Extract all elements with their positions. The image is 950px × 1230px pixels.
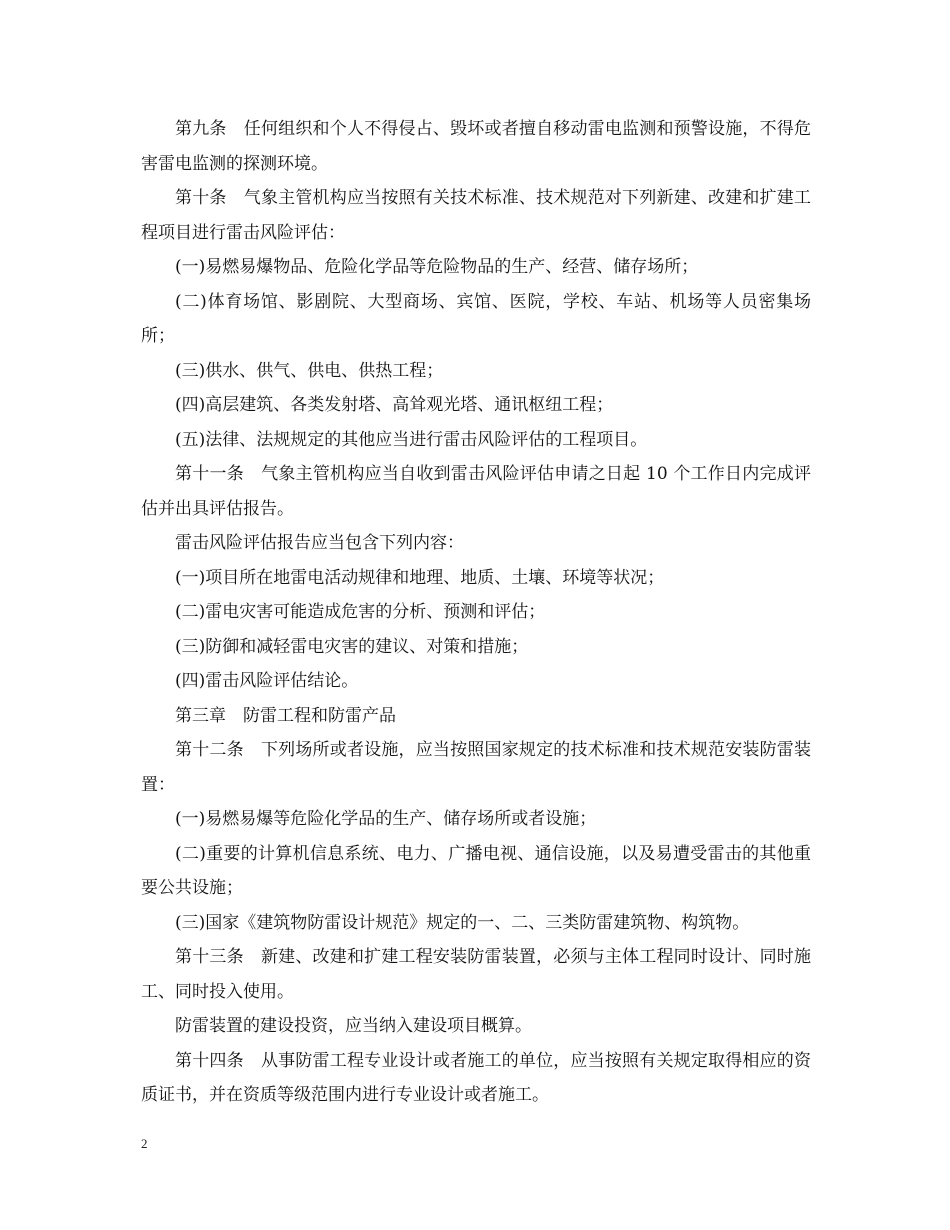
list-item: (一)项目所在地雷电活动规律和地理、地质、土壤、环境等状况； bbox=[175, 567, 665, 588]
paragraph-article-12: 第十二条 下列场所或者设施，应当按照国家规定的技术标准和技术规范安装防雷装置： bbox=[141, 740, 811, 795]
list-item: (二)重要的计算机信息系统、电力、广播电视、通信设施，以及易遭受雷击的其他重要公共设施； bbox=[141, 843, 811, 898]
list-item: (五)法律、法规规定的其他应当进行雷击风险评估的工程项目。 bbox=[175, 429, 648, 450]
list-item: (三)供水、供气、供电、供热工程； bbox=[175, 360, 444, 381]
list-item: (二)雷电灾害可能造成危害的分析、预测和评估； bbox=[175, 602, 546, 622]
list-item: (四)雷击风险评估结论。 bbox=[175, 671, 359, 691]
list-item: (二)体育场馆、影剧院、大型商场、宾馆、医院，学校、车站、机场等人员密集场所； bbox=[141, 291, 811, 346]
list-item: (三)防御和减轻雷电灾害的建议、对策和措施； bbox=[175, 636, 529, 657]
paragraph-article-13: 第十三条 新建、改建和扩建工程安装防雷装置，必须与主体工程同时设计、同时施工、同时投入使用。 bbox=[141, 947, 811, 1002]
list-item: (一)易燃易爆等危险化学品的生产、储存场所或者设施； bbox=[175, 809, 597, 829]
paragraph-article-11: 第十一条 气象主管机构应当自收到雷击风险评估申请之日起 10 个工作日内完成评估并出具评估报告。 bbox=[141, 464, 811, 519]
paragraph-article-9: 第九条 任何组织和个人不得侵占、毁坏或者擅自移动雷电监测和预警设施，不得危害雷电监测的探测环境。 bbox=[141, 119, 811, 174]
list-item: (一)易燃易爆物品、危险化学品等危险物品的生产、经营、储存场所； bbox=[175, 257, 699, 277]
document-body bbox=[141, 112, 811, 1113]
page-number: 2 bbox=[141, 1136, 148, 1151]
list-item: (四)高层建筑、各类发射塔、高耸观光塔、通讯枢纽工程； bbox=[175, 395, 614, 415]
paragraph-report-contents: 雷击风险评估报告应当包含下列内容： bbox=[175, 533, 464, 553]
paragraph-investment: 防雷装置的建设投资，应当纳入建设项目概算。 bbox=[175, 1016, 532, 1036]
chapter-heading: 第三章 防雷工程和防雷产品 bbox=[175, 705, 396, 726]
list-item: (三)国家《建筑物防雷设计规范》规定的一、二、三类防雷建筑物、构筑物。 bbox=[175, 912, 750, 933]
paragraph-article-10: 第十条 气象主管机构应当按照有关技术标准、技术规范对下列新建、改建和扩建工程项目进行雷击风险评估： bbox=[141, 188, 811, 243]
paragraph-article-14: 第十四条 从事防雷工程专业设计或者施工的单位，应当按照有关规定取得相应的资质证书，并在资质等级范围内进行专业设计或者施工。 bbox=[141, 1050, 811, 1105]
